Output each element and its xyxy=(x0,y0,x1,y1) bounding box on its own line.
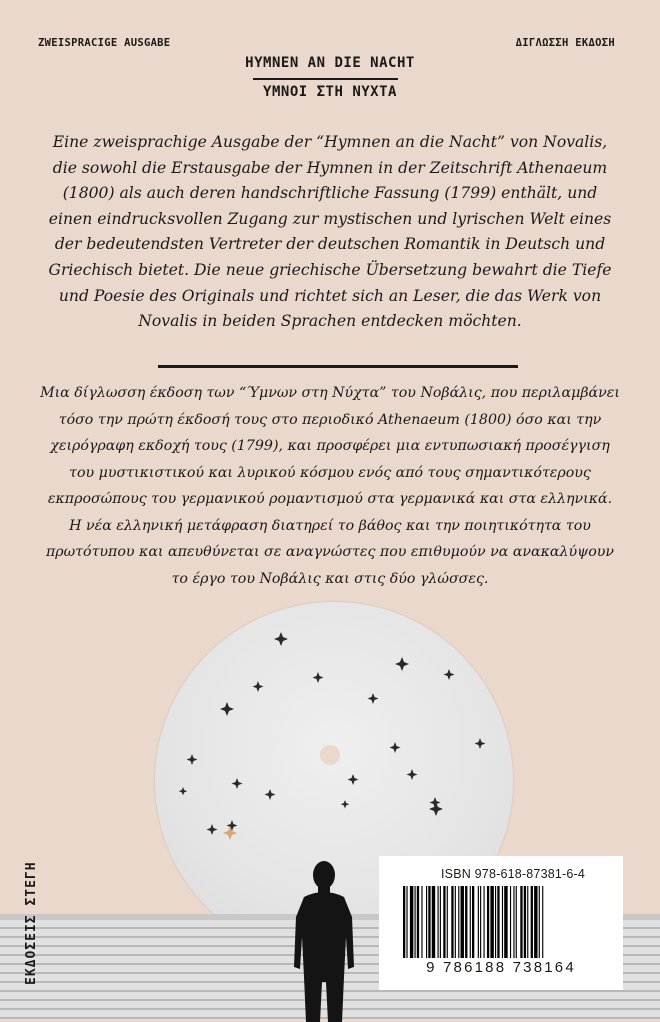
star-icon xyxy=(407,769,418,780)
publisher-spine-text: ΕΚΔΟΣΕΙΣ ΣΤΕΓΗ xyxy=(24,861,39,985)
title-german: HYMNEN AN DIE NACHT xyxy=(245,55,415,71)
isbn-label: ISBN 978-618-87381-6-4 xyxy=(441,867,586,881)
star-icon xyxy=(232,778,243,789)
title-rule xyxy=(253,78,398,80)
star-icon xyxy=(341,800,349,808)
star-icon xyxy=(227,820,238,831)
star-icon xyxy=(207,824,218,835)
star-icon xyxy=(475,738,486,749)
star-icon xyxy=(444,669,455,680)
star-icon xyxy=(265,789,276,800)
description-greek: Μια δίγλωσση έκδοση των “Ύμνων στη Νύχτα” του Νοβάλις, που περιλαμβάνει τόσο την πρώτη έκδοσή τους στο περιοδικό Athenaeum (1800) όσο και την χειρόγραφη εκδοχή τους (1799), και προσφέρει μια εντυπωσιακή προσέγγιση του μυστικιστικού και λυρικού κόσμου ενός από τους σημαντικότερους εκπροσώπους του γερμανικού ρομαντισμού στα γερμανικά και στα ελληνικά. Η νέα ελληνική μετάφραση διατηρεί το βάθος και την ποιητικότητα του πρωτότυπου και απευθύνεται σε αναγνώστες που επιθυμούν να ανακαλύψουν το έργο του Νοβάλις και στις δύο γλώσσες. xyxy=(40,385,620,587)
top-right-label: ΔΙΓΛΩΣΣΗ ΕΚΔΟΣΗ xyxy=(515,37,615,49)
star-icon xyxy=(187,754,198,765)
barcode-digits: 9 786188 738164 xyxy=(426,959,576,976)
star-icon xyxy=(395,657,409,671)
star-icon xyxy=(313,672,324,683)
title-greek: ΥΜΝΟΙ ΣΤΗ ΝΥΧΤΑ xyxy=(263,84,397,100)
star-gold-icon xyxy=(223,826,237,840)
barcode-box xyxy=(379,856,623,990)
star-icon xyxy=(179,787,187,795)
star-icon xyxy=(220,702,234,716)
top-left-label: ZWEISPRACIGE AUSGABE xyxy=(38,37,171,49)
star-icon xyxy=(368,693,379,704)
description-german: Eine zweisprachige Ausgabe der “Hymnen an die Nacht” von Novalis, die sowohl die Erstausgabe der Hymnen in der Zeitschrift Athenaeum (1800) als auch deren handschriftliche Fassung (1799) enthält, und einen eindrucksvollen Zugang zur mystischen und lyrischen Welt eines der bedeutendsten Vertreter der deutschen Romantik in Deutsch und Griechisch bietet. Die neue griechische Übersetzung bewahrt die Tiefe und Poesie des Originals und richtet sich an Leser, die das Werk von Novalis in beiden Sprachen entdecken möchten. xyxy=(48,133,612,331)
star-icon xyxy=(274,632,288,646)
silhouette-figure xyxy=(288,857,362,1022)
star-icon xyxy=(253,681,264,692)
barcode-bars xyxy=(401,886,601,958)
star-icon xyxy=(429,802,443,816)
section-divider xyxy=(158,365,518,368)
star-icon xyxy=(348,774,359,785)
star-icon xyxy=(390,742,401,753)
